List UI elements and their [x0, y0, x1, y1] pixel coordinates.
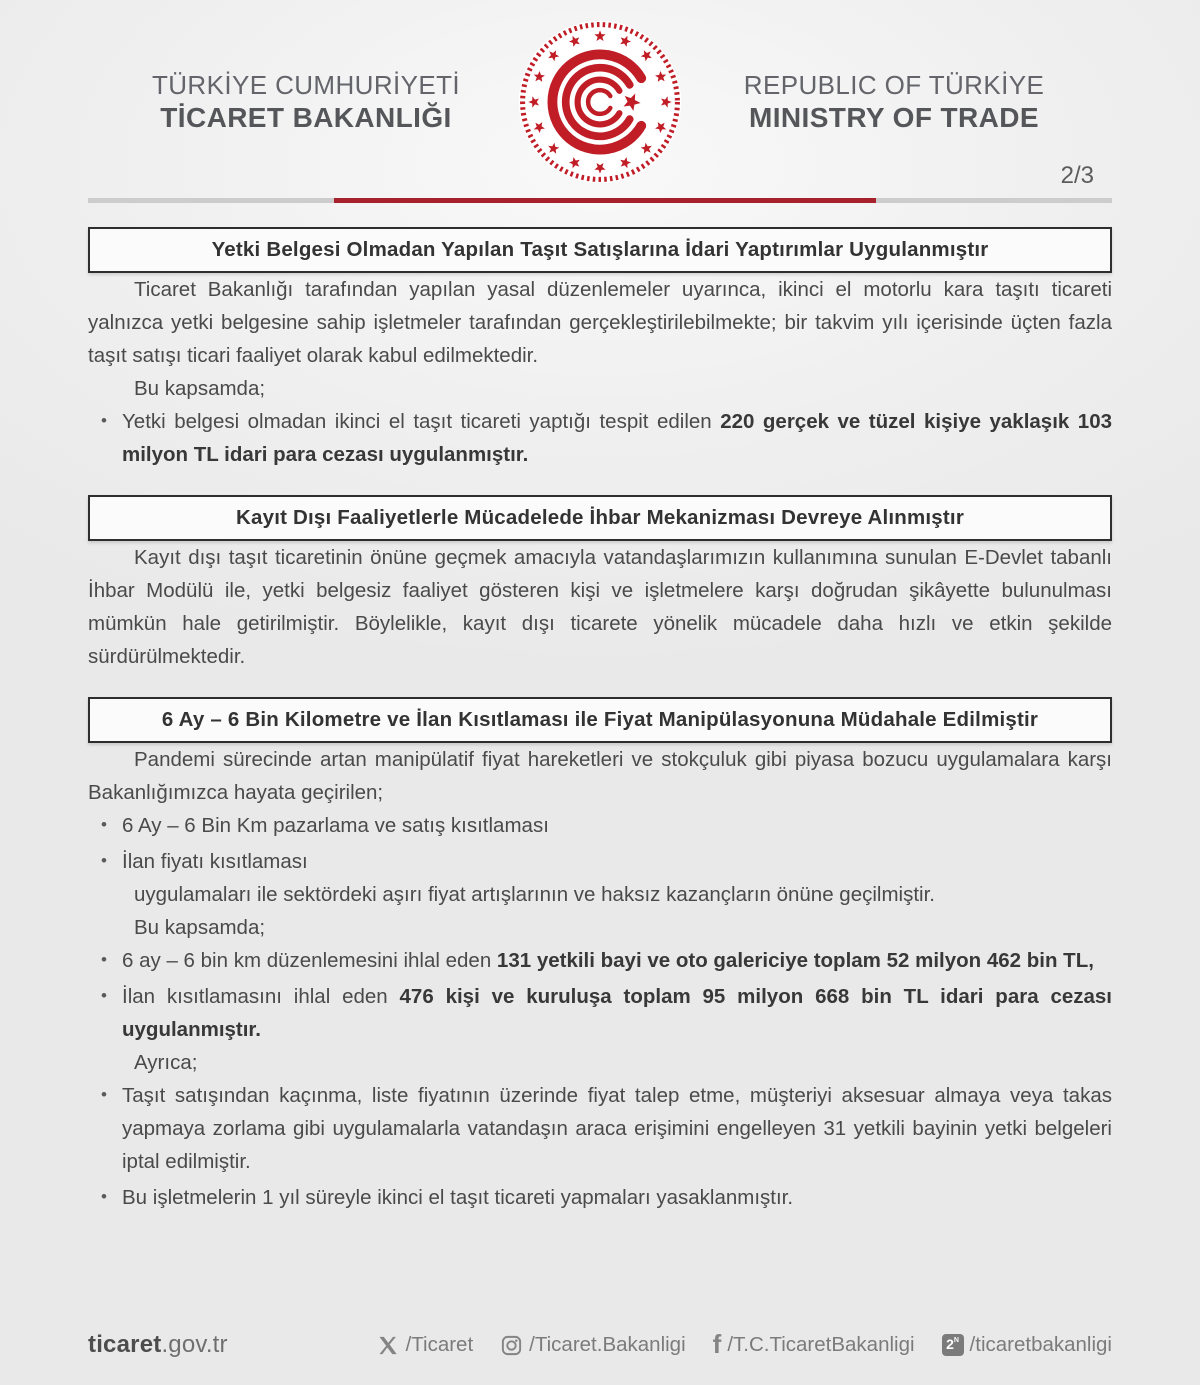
square-2n-icon-digit: 2: [946, 1336, 954, 1352]
bullet-item: • 6 Ay – 6 Bin Km pazarlama ve satış kısıtlaması: [88, 809, 1112, 842]
section-intro-paragraph: Kayıt dışı taşıt ticaretinin önüne geçmek amacıyla vatandaşlarımızın kullanımına sunulan E-Devlet tabanlı İhbar Modülü ile, yetki belgesiz faaliyet gösteren kişi ve işletmelere karşı doğrudan şikâyette bulunulması mümkün hale getirilmiştir. Böylelikle, kayıt dışı ticarete yönelik mücadele daha hızlı ve etkin şekilde sürdürülmektedir.: [88, 546, 1112, 668]
website-link-rest: .gov.tr: [161, 1331, 228, 1358]
social-links: [377, 1328, 1112, 1359]
footer: [88, 1328, 1112, 1359]
bullet-item: • İlan fiyatı kısıtlaması: [88, 845, 1112, 878]
outcome-paragraph: uygulamaları ile sektördeki aşırı fiyat artışlarının ve haksız kazançların önüne geçilmiştir.: [134, 883, 935, 906]
bullet-text: Yetki belgesi olmadan ikinci el taşıt ticareti yaptığı tespit edilen: [122, 410, 721, 433]
ministry-of-trade-emblem-icon: [516, 18, 684, 186]
bullet-item: [88, 405, 1112, 471]
bullet-text: 6 ay – 6 bin km düzenlemesini ihlal eden: [122, 949, 497, 972]
bullet-bold-text: 220 gerçek ve tüzel kişiye yaklaşık 103 milyon TL idari para cezası uygulanmıştır.: [122, 410, 1112, 466]
bullet-text: İlan kısıtlamasını ihlal eden: [122, 985, 400, 1008]
facebook-icon: f: [712, 1328, 722, 1359]
org-name-turkish-line1: TÜRKİYE CUMHURİYETİ: [151, 70, 461, 101]
header-divider: [88, 198, 1112, 203]
social-link-2n[interactable]: [942, 1333, 1112, 1357]
section-yetki-belgesi: [88, 227, 1112, 471]
measure-bullet-list: [88, 809, 1112, 878]
org-name-english-line1: REPUBLIC OF TÜRKİYE: [743, 70, 1045, 101]
social-link-x[interactable]: [377, 1333, 474, 1357]
bullet-item: [88, 980, 1112, 1046]
section-intro-paragraph: Ticaret Bakanlığı tarafından yapılan yasal düzenlemeler uyarınca, ikinci el motorlu kara taşıtı ticareti yalnızca yetki belgesine sahip işletmeler tarafından gerçekleştirilebilmekte; bir takvim yılı içerisinde üçten fazla taşıt satışı ticari faaliyet olarak kabul edilmektedir.: [88, 278, 1112, 367]
bu-kapsamda-label: Bu kapsamda;: [134, 377, 266, 400]
section-intro-paragraph: Pandemi sürecinde artan manipülatif fiyat hareketleri ve stokçuluk gibi piyasa bozucu uygulamalara karşı Bakanlığımızca hayata geçirilen;: [88, 748, 1112, 804]
bullet-bold-text: 476 kişi ve kuruluşa toplam 95 milyon 668 bin TL idari para cezası uygulanmıştır.: [122, 985, 1112, 1041]
social-handle: /ticaretbakanligi: [969, 1333, 1112, 1356]
document-content: [88, 162, 1112, 1214]
square-2n-icon: [942, 1334, 964, 1356]
bullet-item: • Taşıt satışından kaçınma, liste fiyatının üzerinde fiyat talep etme, müşteriyi aksesuar almaya veya takas yapmaya zorlama gibi uygulamalarla vatandaşın araca erişimini engelleyen 31 yetkili bayinin yetki belgeleri iptal edilmiştir.: [88, 1079, 1112, 1178]
website-link-bold: ticaret: [88, 1331, 162, 1358]
bullet-bold-text: 131 yetkili bayi ve oto galericiye toplam 52 milyon 462 bin TL,: [496, 949, 1094, 972]
penalty-bullet-list: [88, 944, 1112, 1046]
section-heading: Kayıt Dışı Faaliyetlerle Mücadelede İhbar Mekanizması Devreye Alınmıştır: [235, 506, 965, 529]
bullet-item: • Bu işletmelerin 1 yıl süreyle ikinci el taşıt ticareti yapmaları yasaklanmıştır.: [88, 1181, 1112, 1214]
letterhead: [0, 0, 1200, 186]
social-link-facebook[interactable]: [712, 1328, 915, 1359]
page-number: 2/3: [1060, 162, 1094, 189]
x-logo-icon: [377, 1334, 400, 1357]
social-handle: /T.C.TicaretBakanligi: [727, 1333, 915, 1356]
org-name-english: [724, 70, 1064, 134]
org-name-turkish: [136, 70, 476, 134]
website-link[interactable]: [88, 1331, 228, 1359]
section-heading-box: [88, 227, 1112, 273]
social-link-instagram[interactable]: [500, 1333, 685, 1357]
org-name-turkish-line2: TİCARET BAKANLIĞI: [160, 101, 452, 133]
penalty-bullet-list: [88, 405, 1112, 471]
section-ihbar-mekanizmasi: [88, 495, 1112, 673]
section-heading-box: [88, 697, 1112, 743]
section-heading-box: [88, 495, 1112, 541]
square-2n-icon-sup: N: [953, 1337, 959, 1344]
final-bullet-list: [88, 1079, 1112, 1214]
section-heading: 6 Ay – 6 Bin Kilometre ve İlan Kısıtlaması ile Fiyat Manipülasyonuna Müdahale Edilmiştir: [161, 708, 1039, 731]
section-heading: Yetki Belgesi Olmadan Yapılan Taşıt Satışlarına İdari Yaptırımlar Uygulanmıştır: [211, 238, 989, 261]
bullet-item: [88, 944, 1112, 977]
ayrica-label: Ayrıca;: [134, 1051, 198, 1074]
org-name-english-line2: MINISTRY OF TRADE: [749, 101, 1039, 133]
social-handle: /Ticaret.Bakanligi: [529, 1333, 686, 1356]
social-handle: /Ticaret: [405, 1333, 474, 1356]
bu-kapsamda-label: Bu kapsamda;: [134, 916, 266, 939]
header-divider-red-segment: [334, 198, 877, 203]
instagram-icon: [500, 1334, 523, 1357]
section-fiyat-manipulasyonu: [88, 697, 1112, 1214]
